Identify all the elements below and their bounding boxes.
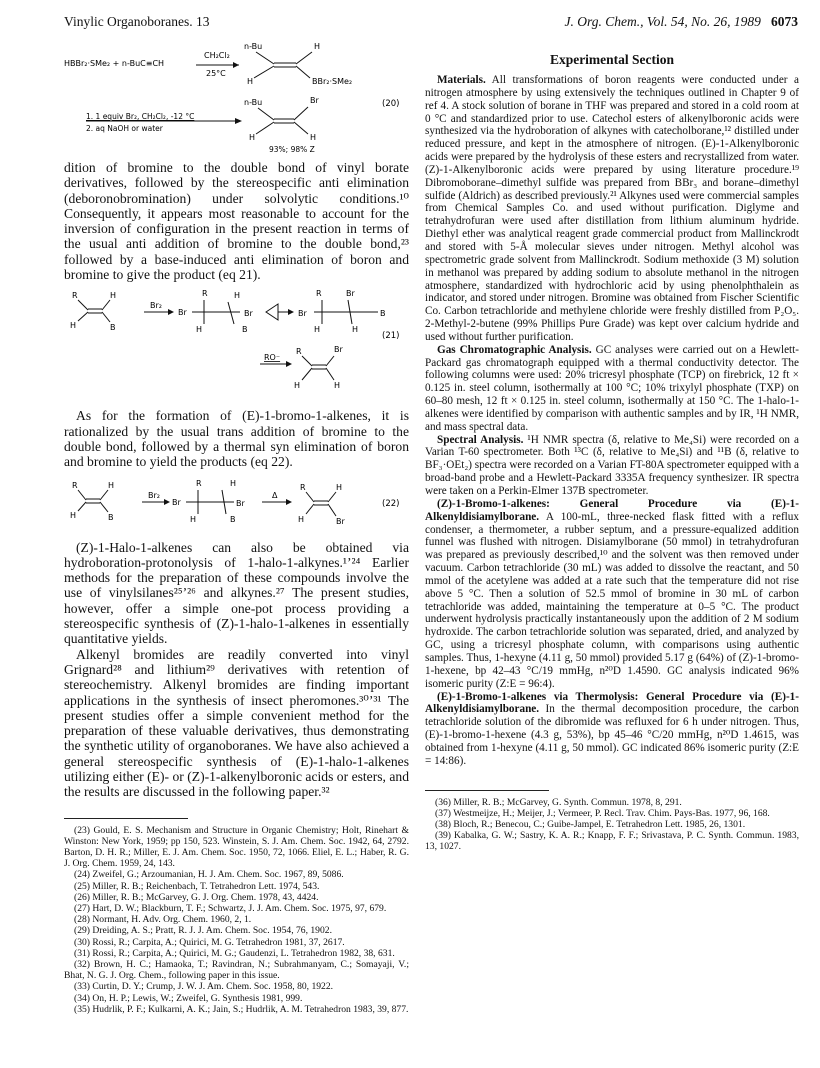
e-procedure-heading: (E)-1-Bromo-1-alkenes via Thermolysis: General Procedure via (E)-1-Alkenyldisiamylborane.: [425, 690, 799, 716]
eq20-reactants: HBBr₂·SMe₂ + n-BuC≡CH: [64, 59, 165, 68]
eq21-s2-h: H: [196, 325, 203, 335]
z-procedure-text: A 100-mL, three-necked flask fitted with a reflux condenser, a thermometer, a rubber septum, and a pressure-equalized addition funnel was flushed with nitrogen. Disiamylborane (50 mmol) in tetrahydrofuran was prepared as previously described,¹⁰ and the solvent was then removed under vacuum. Carbon tetrachloride (30 mL) was added to dissolve the reactant, and 50 mmol of the acetylene was added at a rate such that the temperature did not rise above 5 °C. Then a solution of 52.5 mmol of bromine in 30 mL of carbon tetrachloride was added, maintaining the temperature at 0–5 °C. The product underwent hydrolysis practically instantaneously upon the addition of 2 M sodium hydroxide. The carbon tetrachloride solution was separated, dried, and analyzed by GC, using a tricresyl phosphate column, with comparisons using authentic samples. Thus, 1-hexyne (4.11 g, 50 mmol) provided 5.17 g (64%) of (Z)-1-bromo-1-hexene, bp 42–43 °C/19 mmHg, n²⁰D 1.4590. GC analysis indicated 96% isomeric purity (Z:E = 96:4).: [425, 510, 799, 690]
eq20-step2: 2. aq NaOH or water: [86, 124, 163, 133]
eq21-s3-h-right: H: [352, 325, 359, 335]
scheme-eq20-graphic: [64, 36, 409, 154]
eq22-p-r: R: [300, 482, 306, 492]
reference-list-right: [425, 797, 799, 853]
eq22-structure-2: [172, 479, 245, 524]
eq20-p1-sub-tl: n-Bu: [244, 42, 263, 51]
eq22-s1-r: R: [72, 480, 78, 490]
eq21-s3-b: B: [380, 309, 386, 319]
eq20-p2-sub-tl: n-Bu: [244, 98, 263, 107]
eq22-s1-h-top: H: [108, 480, 115, 490]
eq21-s2-b: B: [242, 325, 248, 335]
reference-item: (34) On, H. P.; Lewis, W.; Zweifel, G. Synthesis 1981, 999.: [74, 992, 303, 1004]
materials-text: All transformations of boron reagents were conducted under a nitrogen atmosphere by using extensively the techniques outlined in Chapter 9 of ref 4. A stock solution of borane in THF was prepared and stored in a cold room at 0 °C and standardized prior to use. Catechol esters of alkenylboronic acids were synthesized via the hydroboration of alkynes with catecholborane,¹² distilled under reduced pressure, and kept in the atmosphere of nitrogen. (E)-1-Alkenylboronic acids were prepared by the hydrolysis of these esters and recrystallized from water. (Z)-1-Alkenylboronic acids were prepared by using literature procedure.¹⁹ Dibromoborane–dimethyl sulfide was prepared from BBr₃ and borane–dimethyl sulfide (Aldrich) as described previously.²¹ Alkynes used were commercial samples from Chemical Samples Co. and used without purification. Diglyme and tetrahydrofuran were used after distillation from lithium aluminum hydride. Diethyl ether was analytical reagent grade commercial product from Mallinckrodt and stored with 5-Å molecular sieves under nitrogen. Methyl alcohol was spectrometric grade solvent from Mallinckrodt. Sodium methoxide (3 M) solution in methanol was prepared by adding sodium to absolute methanol in the nitrogen atmosphere, standardized with hydrochloric acid by using phenolphthalein as indicator, and stored under nitrogen. Bromine was obtained from Fischer Scientific Co. Carbon tetrachloride and methylene chloride were freshly distilled from P₂O₅. 2-Methyl-2-butene (99% Phillips Pure Grade) was kept over calcium hydride and used without further purification.: [425, 74, 799, 343]
eq22-s1-h-bottom: H: [70, 510, 77, 520]
left-paragraph-3: (Z)-1-Halo-1-alkenes can also be obtained via hydroboration-protonolysis of 1-halo-1-alkynes.¹ʼ²⁴ Earlier methods for the preparation of these compounds involve the use of vinylsilanes²⁵ʼ²⁶ and alkynes.²⁷ The present studies, however, offer a simple one-pot process providing a stereospecific synthesis of (Z)-1-halo-1-alkenes in essentially quantitative yields.: [64, 539, 409, 647]
reference-item: (38) Bloch, R.; Benecou, C.; Guibe-Jampel, E. Tetrahedron Lett. 1985, 26, 1301.: [435, 818, 746, 830]
left-footnotes: [64, 818, 409, 1015]
eq22-s2-b: B: [230, 514, 236, 524]
left-paragraph-4: Alkenyl bromides are readily converted into vinyl Grignard²⁸ and lithium²⁹ derivatives with retention of stereochemistry. Alkenyl bromides are finding important applications in the synthesis of insect pheromones.³⁰ʼ³¹ The present studies offer a simple convenient method for the preparation of these valuable derivatives, thus demonstrating the synthetic utility of organoboranes. We have also achieved a general stereospecific synthesis of (E)-1-halo-1-alkenes utilizing either (E)- or (Z)-1-alkenylboronic acids or esters, and the results are discussed in the following paper.³²: [64, 646, 409, 800]
eq22-s2-h-top: H: [230, 478, 237, 488]
eq21-p-h-right: H: [334, 381, 341, 391]
eq21-structure-2: [178, 289, 253, 334]
eq21-number: (21): [382, 331, 400, 342]
reference-item: (30) Rossi, R.; Carpita, A.; Quirici, M. G. Tetrahedron 1981, 37, 2617.: [74, 936, 345, 948]
eq22-reagent-br2: Br₂: [148, 490, 160, 500]
eq21-s1-h-bottom: H: [70, 321, 77, 331]
eq21-s2-h-top: H: [234, 291, 241, 301]
eq20-p1-sub-br: BBr₂·SMe₂: [312, 77, 353, 86]
eq21-s3-br-top: Br: [346, 289, 355, 299]
eq22-s2-br-left: Br: [172, 497, 181, 507]
eq21-structure-1: [70, 291, 116, 332]
reference-item: (27) Hart, D. W.; Blackburn, T. F.; Schwartz, J. J. Am. Chem. Soc. 1975, 97, 679.: [74, 903, 387, 915]
eq22-p-br: Br: [336, 516, 345, 526]
right-column: [425, 36, 799, 853]
eq22-structure-1: [70, 481, 114, 522]
z-procedure-paragraph: [425, 498, 799, 691]
materials-heading: Materials.: [437, 74, 486, 86]
eq21-s3-h-left: H: [314, 325, 321, 335]
eq21-p-h-left: H: [294, 381, 301, 391]
eq20-p1-sub-bl: H: [247, 77, 254, 86]
scheme-eq21: [64, 288, 409, 400]
gc-heading: Gas Chromatographic Analysis.: [437, 343, 592, 356]
eq21-s3-br-left: Br: [298, 309, 307, 319]
gc-text: GC analyses were carried out on a Hewlett-Packard gas chromatograph equipped with a thermal conductivity detector. The following columns were used: 20% tricresyl phosphate (TCP) on firebrick, 12 ft × 0.125 in. steel column, isothermally at 100 °C; 10% trixylyl phosphate (TXP) on 60–80 mesh, 12 ft × 0.125 in. steel column, isothermally at 150 °C. The 1-halo-1-alkenes were identified by comparison with authentic samples and by IR, ¹H NMR, and mass spectral data.: [425, 343, 799, 433]
scheme-eq22: [64, 476, 409, 534]
materials-paragraph: [425, 74, 799, 344]
eq20-step1: 1. 1 equiv Br₂, CH₂Cl₂, -12 °C: [86, 112, 195, 121]
eq21-product: [294, 345, 343, 390]
journal-citation: J. Org. Chem., Vol. 54, No. 26, 1989: [564, 14, 761, 29]
reference-list-left: [64, 825, 409, 1015]
eq20-p1-sub-tr: H: [314, 42, 321, 51]
eq21-structure-3: [298, 289, 386, 334]
reference-item: (39) Kabalka, G. W.; Sastry, K. A. R.; Knapp, F. F.; Srivastava, P. C. Synth. Commun. 1983, 13, 1027.: [425, 830, 799, 853]
eq20-p2-sub-bl: H: [249, 133, 256, 142]
reference-item: (23) Gould, E. S. Mechanism and Structure in Organic Chemistry; Holt, Rinehart & Winston: New York, 1959; pp 150, 523. Winstein, S. J. Am. Chem. Soc. 1942, 64, 2792. Barton, D. H. R.; Miller, E. J. Am. Chem. Soc. 1950, 72, 1066. Eliel, E. L.; Haber, R. G. J. Org. Chem. 1959, 24, 143.: [64, 824, 409, 870]
left-column: [64, 36, 409, 1015]
scheme-eq22-graphic: [64, 476, 409, 534]
eq22-reagent-heat: Δ: [272, 490, 278, 500]
reference-item: (31) Rossi, R.; Carpita, A.; Quirici, M. G.; Gaudenzi, L. Tetrahedron 1982, 38, 631.: [74, 947, 395, 959]
spectral-text: ¹H NMR spectra (δ, relative to Me₄Si) were recorded on a Varian T-60 spectrometer. Both ¹³C (δ, relative to Me₄Si) and ¹¹B (δ, relative to BF₃·OEt₂) spectra were recorded on a Varian FT-80A spectrometer equipped with a broad-band probe and a Hewlett-Packard 3335A frequency synthesizer. IR spectra were taken on a Perkin-Elmer 137B spectrometer.: [425, 433, 799, 497]
eq21-s1-r: R: [72, 291, 78, 301]
eq20-p2-sub-tr: Br: [310, 96, 319, 105]
eq21-s3-r: R: [316, 289, 322, 299]
spectral-paragraph: [425, 434, 799, 498]
reference-item: (36) Miller, R. B.; McGarvey, G. Synth. Commun. 1978, 8, 291.: [435, 796, 682, 808]
gc-paragraph: [425, 344, 799, 434]
eq21-p-r: R: [296, 347, 302, 357]
eq22-number: (22): [382, 498, 400, 509]
eq22-p-h-top: H: [336, 482, 343, 492]
eq21-s2-r: R: [202, 289, 208, 299]
eq21-reagent-ro: RO⁻: [264, 353, 281, 363]
reference-item: (32) Brown, H. C.; Hamaoka, T.; Ravindran, N.; Subrahmanyam, C.; Somayaji, V.; Bhat, N. G. J. Org. Chem., following paper in this issue.: [64, 959, 409, 982]
page-number: 6073: [771, 14, 798, 29]
reference-item: (37) Westmeijze, H.; Meijer, J.; Vermeer, P. Recl. Trav. Chim. Pays-Bas. 1977, 96, 168.: [435, 807, 770, 819]
eq20-temp: 25°C: [206, 69, 226, 78]
right-footnotes: [425, 790, 799, 853]
eq22-s2-h: H: [190, 514, 197, 524]
eq21-p-br: Br: [334, 345, 343, 355]
eq21-s1-h-top: H: [110, 291, 117, 301]
eq20-solvent: CH₂Cl₂: [204, 51, 230, 60]
reference-item: (28) Normant, H. Adv. Org. Chem. 1960, 2, 1.: [74, 914, 252, 926]
running-header-left: Vinylic Organoboranes. 13: [64, 14, 210, 29]
eq22-s1-b: B: [108, 512, 114, 522]
scheme-eq21-graphic: [64, 288, 409, 400]
running-header-right: [565, 14, 799, 30]
eq22-s2-r: R: [196, 478, 202, 488]
reference-item: (33) Curtin, D. Y.; Crump, J. W. J. Am. Chem. Soc. 1958, 80, 1922.: [74, 981, 334, 993]
scheme-eq20: [64, 36, 409, 154]
e-procedure-paragraph: [425, 691, 799, 768]
eq20-p2-sub-br: H: [310, 133, 317, 142]
left-paragraph-1: dition of bromine to the double bond of vinyl borate derivatives, followed by the stereospecific anti elimination (deboronobromination) under solvolytic conditions.¹⁰ Consequently, it appears most reasonable to account for the inversion of configuration in the present reaction in terms of the usual anti addition of bromine to the double bond,²³ followed by a base-induced anti elimination of boron and bromine to give the product (eq 21).: [64, 160, 409, 283]
eq20-yield: 93%; 98% Z: [269, 145, 315, 154]
reference-item: (29) Dreiding, A. S.; Pratt, R. J. J. Am. Chem. Soc. 1954, 76, 1902.: [74, 925, 332, 937]
footnote-rule: [64, 818, 188, 819]
left-paragraph-2: As for the formation of (E)-1-bromo-1-alkenes, it is rationalized by the usual trans addition of bromine to the double bond, followed by a thermal syn elimination of boron and bromine to yield the products (eq 22).: [64, 408, 409, 470]
reference-item: (24) Zweifel, G.; Arzoumanian, H. J. Am. Chem. Soc. 1967, 89, 5086.: [74, 869, 344, 881]
eq21-s1-b: B: [110, 323, 116, 333]
reference-item: (26) Miller, R. B.; McGarvey, G. J. Org. Chem. 1978, 43, 4424.: [74, 891, 319, 903]
z-procedure-heading: (Z)-1-Bromo-1-alkenes: General Procedure via (E)-1-Alkenyldisiamylborane.: [425, 497, 799, 523]
spectral-heading: Spectral Analysis.: [437, 433, 524, 446]
eq22-p-h-bottom: H: [298, 514, 305, 524]
eq22-s2-br-right: Br: [236, 498, 245, 508]
reference-item: (25) Miller, R. B.; Reichenbach, T. Tetrahedron Lett. 1974, 543.: [74, 880, 320, 892]
section-title: Experimental Section: [549, 52, 675, 67]
eq21-s2-br-left: Br: [178, 308, 187, 318]
eq21-s2-br-right: Br: [244, 309, 253, 319]
eq22-product: [298, 483, 345, 526]
reference-item: (35) Hudrlik, P. F.; Kulkarni, A. K.; Jain, S.; Hudrlik, A. M. Tetrahedron 1983, 39, 877.: [74, 1003, 409, 1015]
e-procedure-text: In the thermal decomposition procedure, the carbon tetrachloride solution of the dibromide was refluxed for 6 h under nitrogen. Thus, (E)-1-bromo-1-hexene (4.3 g, 53%), bp 45–46 °C/20 mmHg, n²⁰D 1.4615, was obtained from 1-hexyne (4.11 g, 50 mmol). GC indicated 86% isomeric purity (Z:E = 14:86).: [425, 703, 800, 767]
footnote-rule-right: [425, 790, 549, 791]
eq20-number: (20): [382, 99, 400, 109]
eq21-reagent-br2: Br₂: [150, 301, 162, 311]
